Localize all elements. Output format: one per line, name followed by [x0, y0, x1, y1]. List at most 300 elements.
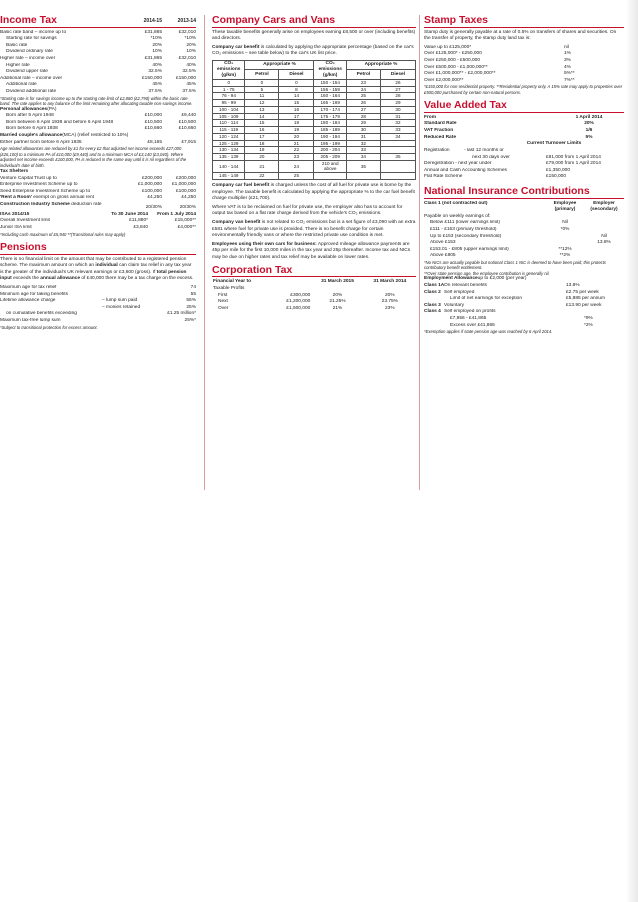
ni-employee-rate: Nil — [562, 220, 568, 226]
income-tax-row-label: Higher rate — [6, 62, 30, 68]
pension-row-label — [0, 305, 102, 312]
personal-allowance-row-previous: £10,660 — [178, 126, 196, 132]
co2-cell-right: 200 - 204 — [314, 147, 346, 154]
cis-current: 20/30% — [145, 205, 162, 211]
co2-cell-right: 170 - 174 — [314, 106, 346, 113]
mca-row — [0, 140, 196, 147]
co2-cell-right: 27 — [346, 106, 380, 113]
isa-row — [0, 218, 196, 225]
co2-cell-right: 195 - 199 — [314, 140, 346, 147]
stamp-taxes-heading: Stamp Taxes — [424, 15, 624, 28]
co2-table-row — [213, 140, 416, 147]
ni-employee-header: Employee (primary) — [553, 200, 577, 213]
vat-annual-value: £1,350,000 — [546, 167, 571, 173]
vat-flat-value: £150,000 — [546, 174, 567, 180]
co2-cell-left: 20 — [245, 154, 279, 161]
pct-header-right: Appropriate % — [346, 60, 415, 69]
pension-row — [0, 298, 196, 305]
ct-header-year: Financial Year to — [213, 279, 252, 285]
personal-allowance-row-current: £10,500 — [144, 119, 162, 125]
rent-a-room-desc: exempt on gross annual rent — [31, 195, 95, 201]
co2-cell-left: 15 — [279, 100, 314, 107]
ni-class1a-desc: On relevant benefits — [444, 282, 487, 288]
ni-row — [424, 227, 624, 234]
co2-cell-left: 110 - 114 — [213, 120, 245, 127]
ni-class2-label: Class 2 — [424, 289, 441, 295]
mca-note: Age related allowances are reduced by £1 for every £2 that adjusted net income exceeds £27,000 (£26,100) to a minimum PA of £10,000 (£9,440) and to a minimum MCA of £3,140 (£3,040). Where adjusted net income exceeds £100,000, PA is reduced in the same way until it is nil regardless of the individual's date of birth. — [0, 146, 187, 168]
own-cars-text: Approved mileage allowance payments are 45p per mile for the first 10,000 miles in the tax year and 25p thereafter. Income tax and NICs may be due on higher rates and tax relief may be available on lower rates. — [212, 241, 411, 261]
ni-class2-limit-row — [424, 296, 624, 303]
income-tax-rows — [0, 30, 196, 96]
pension-row-label: Maximum age for tax relief — [0, 284, 57, 290]
tax-shelter-row-previous: £200,000 — [175, 175, 196, 181]
ct-header-2015: 31 March 2015 — [321, 279, 354, 285]
personal-allowance-row — [0, 120, 196, 127]
ni-row-label: Above £153 — [430, 240, 456, 246]
co2-cell-right — [346, 173, 380, 180]
stamp-tax-rate: 3% — [564, 57, 571, 63]
vat-limits-title: Current Turnover Limits — [526, 141, 582, 147]
ni-class1a-value: 13.8% — [566, 282, 580, 288]
personal-allowance-rows — [0, 113, 196, 133]
pension-row — [0, 292, 196, 299]
stamp-tax-rate: 1% — [564, 51, 571, 57]
income-tax-row-previous: *10% — [184, 36, 196, 42]
income-tax-row-current: 45% — [152, 82, 162, 88]
ni-class4-band — [424, 316, 624, 323]
co2-cell-left: 105 - 109 — [213, 113, 245, 120]
income-tax-row — [0, 69, 196, 76]
co2-cell-left: 8 — [279, 86, 314, 93]
co2-cell-right: 160 - 164 — [314, 93, 346, 100]
stamp-tax-band: Over £125,000* - £250,000 — [424, 51, 482, 57]
vat-rate-row — [424, 135, 624, 142]
co2-cell-right: 190 - 194 — [314, 133, 346, 140]
ni-class2-desc: Self employed — [444, 289, 475, 295]
co2-cell-right: 150 - 154 — [314, 79, 346, 86]
company-car-benefit-text: is calculated by applying the appropriate percentage (based on the car's CO₂ emissions – see table below) to the car's UK list price. — [212, 44, 414, 57]
co2-cell-left: 19 — [279, 127, 314, 134]
stamp-tax-rate: 5%** — [564, 71, 575, 77]
income-tax-title: Income Tax — [0, 15, 57, 26]
income-tax-row-previous: 32.5% — [182, 69, 196, 75]
stamp-tax-row — [424, 51, 624, 58]
co2-cell-right: 29 — [380, 100, 415, 107]
income-tax-row-current: 20% — [152, 42, 162, 48]
column-divider — [204, 15, 205, 490]
isa-row-previous: £4,000** — [177, 224, 196, 230]
income-tax-row — [0, 63, 196, 70]
ct-header-2014: 31 March 2014 — [373, 279, 407, 285]
stamp-tax-row — [424, 58, 624, 65]
co2-cell-right: 35 — [346, 160, 380, 172]
ni-class4-band-rate: *9% — [584, 316, 593, 322]
co2-cell-right: 26 — [346, 100, 380, 107]
personal-allowance-row — [0, 113, 196, 120]
personal-allowance-row-label: Born before 6 April 1938 — [6, 126, 58, 132]
income-tax-row — [0, 49, 196, 56]
diesel-header-left: Diesel — [279, 70, 314, 79]
co2-cell-right: 31 — [380, 113, 415, 120]
pensions-heading: Pensions — [0, 242, 196, 255]
ni-class1-header — [424, 201, 624, 214]
co2-cell-left: 24 — [279, 160, 314, 172]
corporation-tax-cell: £1,200,000 — [286, 299, 311, 305]
co2-cell-right: 32 — [380, 120, 415, 127]
co2-table-row — [213, 133, 416, 140]
income-tax-note: *Starting rate is for savings income up to the starting rate limit of £2,880 (£2,790) within the basic rate band. The rate applies to any balance of the limit remaining after allocating taxable non-savings income. — [0, 95, 193, 107]
tax-shelter-row-label: Seed Enterprise Investment Scheme up to — [0, 188, 91, 194]
ni-employee-rate: **2% — [559, 253, 571, 259]
stamp-taxes-intro: Stamp duty is generally payable at a rate of 0.5% on transfers of shares and securities. On the transfer of property, the stamp duty land tax is: — [424, 29, 617, 42]
column-middle — [212, 15, 416, 495]
income-tax-row-current: £31,865 — [144, 29, 162, 35]
tax-shelter-row — [0, 189, 196, 196]
stamp-tax-rate: nil — [564, 44, 569, 50]
pensions-bold-2: total pension input — [0, 269, 187, 282]
co2-cell-left: 19 — [245, 147, 279, 154]
ni-row — [424, 234, 624, 241]
page-edge-shadow — [626, 0, 638, 902]
cis-label: Construction Industry Scheme — [0, 202, 70, 208]
income-tax-row-current: 32.5% — [148, 69, 162, 75]
stamp-tax-row — [424, 78, 624, 85]
ni-note-3: *Exemption applies if state pension age was reached by 6 April 2014. — [424, 329, 553, 335]
co2-cell-left: 76 - 94 — [213, 93, 245, 100]
ct-header-blank — [272, 279, 311, 286]
isa-header-from: From 1 July 2014 — [157, 211, 196, 217]
ni-employee-rate — [546, 240, 584, 247]
corporation-tax-row — [212, 306, 416, 313]
stamp-tax-rows — [424, 45, 624, 85]
stamp-tax-row — [424, 45, 624, 52]
co2-cell-right — [380, 147, 415, 154]
vat-registration-desc-1: - last 12 months or — [464, 147, 504, 153]
pension-row-value: 55% — [186, 298, 196, 304]
company-cars-heading: Company Cars and Vans — [212, 15, 416, 28]
ni-employer-rate — [584, 220, 624, 227]
corporation-tax-cell: 21% — [332, 306, 343, 312]
corporation-tax-cell: 20% — [332, 292, 343, 298]
pensions-paragraph — [0, 257, 196, 283]
co2-cell-right: 32 — [346, 140, 380, 147]
van-benefit-paragraph — [212, 220, 416, 240]
isa-header-to: To 30 June 2014 — [111, 211, 148, 217]
pension-row — [0, 318, 196, 325]
income-tax-row-label: Starting rate for savings — [6, 36, 57, 42]
co2-table-row — [213, 160, 416, 172]
isa-row-label: Overall Investment limit — [0, 218, 50, 224]
income-tax-row-previous: 37.5% — [182, 89, 196, 95]
co2-table-row — [213, 106, 416, 113]
corporation-tax-cell: First — [218, 292, 228, 298]
pension-row-detail: – monies retained — [102, 304, 141, 310]
tax-shelter-row-current: £1,000,000 — [137, 182, 162, 188]
isa-row — [0, 225, 196, 232]
personal-allowance-row-previous: £10,500 — [178, 119, 196, 125]
co2-cell-left: 125 - 129 — [213, 140, 245, 147]
ni-row-label: Below £111 (lower earnings limit) — [430, 220, 500, 226]
fuel-benefit-paragraph — [212, 183, 416, 203]
income-tax-row — [0, 89, 196, 96]
ni-class4-band-label: £7,956 - £41,865 — [450, 316, 487, 322]
column-right — [424, 15, 624, 495]
co2-cell-left: 20 — [279, 133, 314, 140]
co2-cell-right: 205 - 209 — [314, 154, 346, 161]
stamp-tax-band: Over £2,000,000** — [424, 77, 464, 83]
income-tax-row — [0, 30, 196, 37]
ni-class1-label: Class 1 (not contracted out) — [424, 200, 488, 206]
co2-cell-left: 18 — [279, 120, 314, 127]
co2-cell-left: 22 — [279, 147, 314, 154]
personal-allowance-row-current: £10,660 — [144, 126, 162, 132]
co2-table-row — [213, 173, 416, 180]
ni-class4-band-label: Excess over £41,865 — [450, 322, 495, 328]
vat-flat-row — [424, 174, 624, 181]
corporation-tax-body — [212, 293, 416, 313]
column-divider-2 — [419, 15, 420, 490]
pension-row — [0, 311, 196, 318]
income-tax-row-previous: 20% — [186, 42, 196, 48]
co2-cell-left: 145 - 149 — [213, 173, 245, 180]
vat-heading: Value Added Tax — [424, 100, 624, 113]
tax-shelter-rows — [0, 176, 196, 196]
co2-cell-right — [380, 160, 415, 172]
income-tax-row-current: *10% — [150, 36, 162, 42]
stamp-tax-band: Over £250,000 - £500,000 — [424, 57, 481, 63]
vat-dereg-value: £79,000 from 1 April 2014 — [546, 161, 601, 167]
fuel-benefit-text: is charged unless the cost of all fuel for private use is borne by the employee. The taxable benefit is calculated by applying the appropriate % to the car fuel benefit charge multiplier (£21,700). — [212, 182, 415, 202]
pension-row-detail: – lump sum paid — [102, 298, 138, 304]
pensions-bold-3: annual allowance — [40, 276, 81, 282]
co2-cell-left: 0 — [213, 79, 245, 86]
income-tax-row-current: 37.5% — [148, 89, 162, 95]
income-tax-row-label: Higher rate – income over — [0, 55, 56, 61]
corporation-tax-cell: £1,500,000 — [286, 306, 311, 312]
cis-previous: 20/30% — [179, 205, 196, 211]
cis-row — [0, 202, 196, 212]
ni-row-label: £153.01 - £805 (upper earnings limit) — [430, 246, 509, 252]
co2-table-row — [213, 147, 416, 154]
co2-cell-left: 0 — [245, 79, 279, 86]
corporation-tax-heading: Corporation Tax — [212, 265, 416, 278]
mca-row-current: £8,165 — [147, 139, 162, 145]
co2-cell-right: 210 and above — [314, 160, 346, 172]
co2-cell-right: 25 — [346, 93, 380, 100]
ni-class2-limit-value: £5,885 per annum — [566, 296, 605, 302]
income-tax-row-label: Additional rate — [6, 82, 37, 88]
ni-class1a-row — [424, 283, 624, 290]
income-tax-row-current: 40% — [152, 62, 162, 68]
company-cars-intro: These taxable benefits generally arise on employees earning £8,500 or over (including benefits) and directors. — [212, 29, 416, 42]
own-cars-label: Employees using their own cars for business: — [212, 241, 317, 247]
income-tax-row-label: Additional rate – income over — [0, 75, 63, 81]
ni-row-label: £111 - £153 (primary threshold) — [430, 226, 497, 232]
co2-cell-left: 17 — [245, 133, 279, 140]
year-current: 2014-15 — [143, 18, 162, 24]
income-tax-row-label: Dividend ordinary rate — [6, 49, 53, 55]
isa-note: *Including cash maximum of £5,940 **(Transitional rules may apply) — [0, 231, 126, 237]
co2-cell-right: 31 — [346, 133, 380, 140]
co2-table-row — [213, 120, 416, 127]
co2-cell-right: 180 - 184 — [314, 120, 346, 127]
rent-a-room-row — [0, 195, 196, 202]
ni-payable-label: Payable on weekly earnings of: — [424, 213, 491, 219]
mca-row-previous: £7,915 — [181, 139, 196, 145]
tax-shelters-title: Tax Shelters — [0, 169, 29, 175]
corporation-tax-cell: 23% — [385, 306, 395, 312]
pensions-text-4: of £40,000 there may be a tax charge on the excess. — [80, 276, 194, 282]
stamp-tax-row — [424, 71, 624, 78]
ni-class3-desc: Voluntary — [444, 302, 465, 308]
corporation-tax-table — [212, 279, 416, 313]
vat-dereg-label: Deregistration - next year under — [424, 161, 492, 167]
corporation-tax-cell: Next — [218, 299, 228, 305]
ni-employee-rate: **12% — [558, 246, 572, 252]
co2-cell-right: 155 - 159 — [314, 86, 346, 93]
column-left — [0, 15, 196, 495]
co2-cell-right: 29 — [346, 120, 380, 127]
vat-rate-value: 5% — [585, 134, 593, 140]
income-tax-row-previous: £32,010 — [178, 55, 196, 61]
vat-rate-label: VAT Fraction — [424, 128, 454, 134]
co2-cell-left: 1 - 75 — [213, 86, 245, 93]
petrol-header-left: Petrol — [245, 70, 279, 79]
pct-header-left: Appropriate % — [245, 60, 314, 69]
petrol-header-right: Petrol — [346, 70, 380, 79]
stamp-taxes-note: *£150,000 for non-residential property. **Residential property only. A 15% rate may apply to properties over £500,000 purchased by certain non-natural persons. — [424, 84, 623, 95]
co2-cell-right: 26 — [380, 79, 415, 86]
ni-note-2: **Over state pension age, the employee contribution is generally nil. — [424, 270, 550, 276]
employment-allowance-row — [424, 276, 624, 283]
co2-table — [212, 60, 416, 180]
isa-row-current: £11,880* — [129, 218, 148, 224]
co2-cell-right: 30 — [380, 106, 415, 113]
vat-rate-value: 1/6 — [585, 128, 593, 134]
co2-cell-left: 135 - 139 — [213, 154, 245, 161]
co2-cell-left: 16 — [245, 127, 279, 134]
income-tax-row-previous: 45% — [186, 82, 196, 88]
ni-row-label: Up to £153 (secondary threshold) — [430, 233, 502, 239]
personal-allowance-row-label: Born between 6 April 1938 and before 6 April 1948 — [6, 119, 114, 125]
co2-table-row — [213, 86, 416, 93]
pensions-text-3: exceeds the — [11, 276, 41, 282]
co2-cell-right: 34 — [380, 133, 415, 140]
company-car-benefit-paragraph — [212, 45, 416, 58]
corporation-tax-cell: 23.75% — [381, 299, 398, 305]
co2-cell-right: 27 — [380, 86, 415, 93]
isa-rows — [0, 218, 196, 231]
co2-cell-left: 25 — [279, 173, 314, 180]
co2-cell-right: 35 — [380, 154, 415, 161]
income-tax-row-previous: 10% — [186, 49, 196, 55]
vat-registration-label: Registration — [424, 147, 450, 153]
co2-header-left: CO₂ emissions (g/km) — [213, 60, 245, 79]
pension-row — [0, 285, 196, 292]
co2-cell-left: 5 — [245, 86, 279, 93]
co2-cell-left: 13 — [245, 106, 279, 113]
co2-cell-left: 12 — [245, 100, 279, 107]
co2-cell-right: 165 - 169 — [314, 100, 346, 107]
co2-header-right: CO₂ emissions (g/km) — [314, 60, 346, 79]
ni-class4-band — [424, 323, 624, 330]
cis-desc: deduction rate — [69, 202, 102, 208]
co2-cell-left: 115 - 119 — [213, 127, 245, 134]
employment-allowance-label: Employment Allowance — [424, 276, 478, 282]
ni-employer-rate: 13.8% — [597, 240, 611, 246]
co2-cell-right — [380, 173, 415, 180]
tax-shelter-row-current: £200,000 — [141, 175, 162, 181]
ni-row — [424, 220, 624, 227]
co2-cell-left: 120 - 124 — [213, 133, 245, 140]
pension-row-detail — [102, 318, 160, 325]
corporation-tax-cell: Over — [218, 306, 229, 312]
rent-a-room-previous: £4,250 — [181, 195, 196, 201]
ni-row — [424, 253, 624, 260]
ni-class4-row — [424, 309, 624, 316]
stamp-tax-rate: 4% — [564, 64, 571, 70]
pension-row-label: Lifetime allowance charge — [0, 298, 56, 304]
co2-table-body — [213, 79, 416, 179]
ni-note-1: *No NICs are actually payable but notional Class 1 NIC is deemed to have been paid; this protects contributory benefit entitlement. — [424, 260, 607, 271]
co2-cell-right: 34 — [346, 154, 380, 161]
tax-shelter-row-label: Venture Capital Trust up to — [0, 175, 57, 181]
ni-rows — [424, 220, 624, 260]
vat-annual-row — [424, 168, 624, 175]
pension-row-value: 25% — [186, 304, 196, 310]
personal-allowances-title: Personal allowances — [0, 106, 48, 112]
tax-shelter-row-current: £100,000 — [141, 188, 162, 194]
vat-registration-value: £81,000 from 1 April 2014 — [546, 154, 601, 160]
co2-cell-left: 18 — [245, 140, 279, 147]
co2-table-row — [213, 154, 416, 161]
ni-class4-desc: Self employed on profits — [444, 309, 496, 315]
own-cars-paragraph — [212, 242, 416, 262]
year-previous: 2013-14 — [177, 18, 196, 24]
ni-employee-rate: *0% — [560, 226, 570, 232]
co2-cell-right: 30 — [346, 127, 380, 134]
vat-from-row — [424, 115, 624, 122]
co2-cell-left: 21 — [245, 160, 279, 172]
van-benefit-label: Company van benefit — [212, 220, 261, 225]
income-tax-heading — [0, 15, 196, 28]
income-tax-row-label: Dividend additional rate — [6, 89, 57, 95]
vat-rate-label: Reduced Rate — [424, 134, 456, 140]
company-car-benefit-label: Company car benefit — [212, 44, 260, 50]
pension-row-detail — [102, 285, 160, 292]
vat-from-label: From — [424, 114, 436, 120]
co2-cell-left: 95 - 99 — [213, 100, 245, 107]
ni-class1a-label: Class 1A — [424, 282, 445, 288]
personal-allowances-suffix: (PA) — [47, 106, 57, 112]
co2-cell-left: 130 - 134 — [213, 147, 245, 154]
isa-row-current: £3,840 — [133, 224, 148, 230]
ni-class2-limit-label: Limit of net earnings for exception — [450, 296, 522, 302]
ni-employer-rate: Nil — [601, 233, 607, 239]
income-tax-row — [0, 36, 196, 43]
mca-suffix: (MCA) (relief restricted to 10%) — [62, 132, 129, 138]
ni-row — [424, 240, 624, 247]
isa-row-label: Junior ISA limit — [0, 224, 32, 230]
co2-cell-left: 140 - 144 — [213, 160, 245, 172]
vat-annual-label: Annual and Cash Accounting Schemes — [424, 167, 507, 173]
ni-row-label: Above £805 — [430, 253, 456, 259]
co2-table-row — [213, 93, 416, 100]
stamp-tax-rate: 7%** — [564, 77, 575, 83]
ni-class3-label: Class 3 — [424, 302, 441, 308]
pension-row-label: on cumulative benefits exceeding — [6, 311, 77, 317]
income-tax-row — [0, 43, 196, 50]
